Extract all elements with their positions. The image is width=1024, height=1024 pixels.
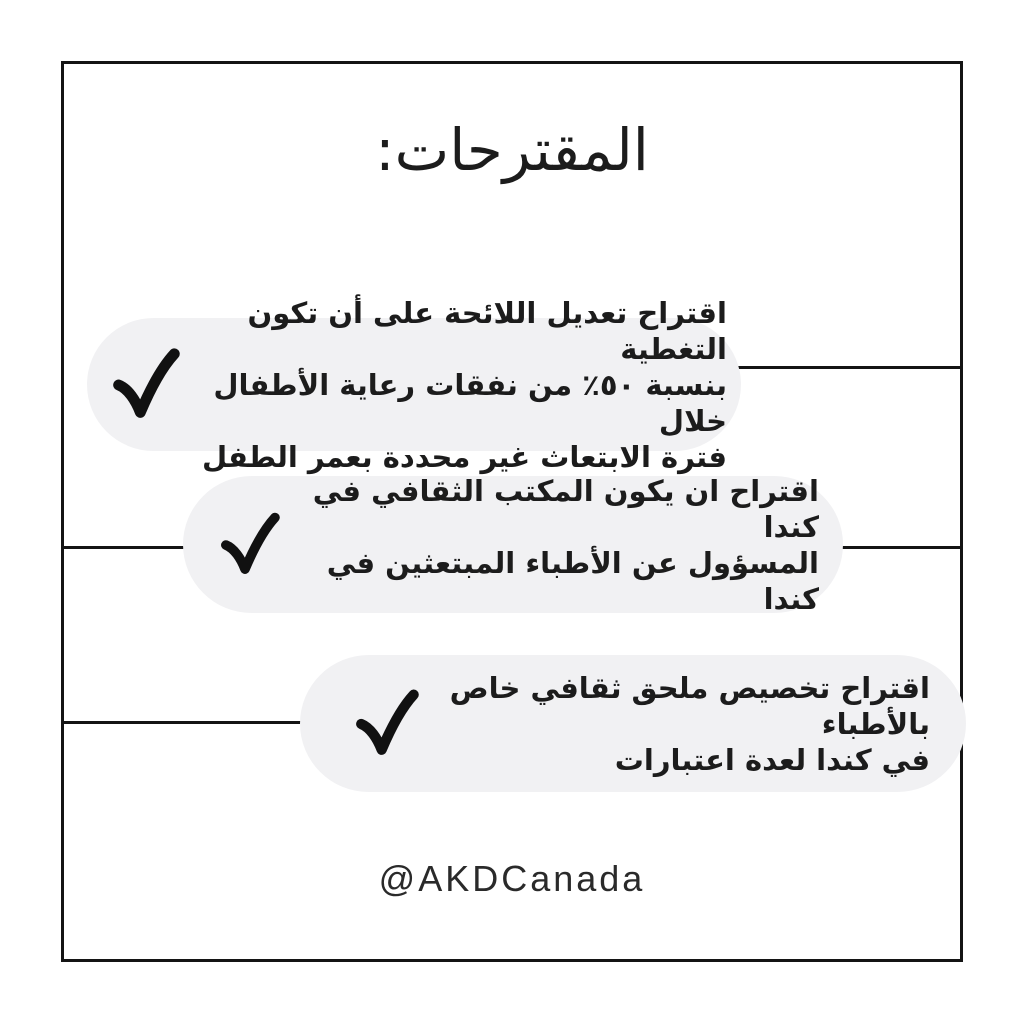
proposal-line: المسؤول عن الأطباء المبتعثين في كندا — [326, 545, 819, 616]
proposal-text-2 — [183, 473, 843, 616]
connector-line-left-3 — [62, 721, 305, 724]
page-title: المقترحات: — [375, 116, 649, 184]
proposal-line: بنسبة ٥٠٪ من نفقات رعاية الأطفال خلال — [213, 367, 727, 438]
social-handle: @AKDCanada — [378, 858, 646, 899]
proposal-line: فترة الابتعاث غير محددة بعمر الطفل — [201, 439, 727, 474]
proposal-text-1 — [87, 295, 741, 474]
proposal-line: في كندا لعدة اعتبارات — [614, 742, 930, 777]
proposal-line: اقتراح تعديل اللائحة على أن تكون التغطية — [247, 295, 727, 366]
connector-line-right-2 — [841, 546, 963, 549]
connector-line-right-1 — [738, 366, 963, 369]
proposal-card-3 — [300, 655, 966, 792]
proposal-text-3 — [300, 655, 966, 792]
proposal-line: اقتراح ان يكون المكتب الثقافي في كندا — [312, 473, 819, 544]
proposal-card-1 — [87, 295, 741, 474]
proposal-card-2 — [183, 473, 843, 616]
connector-line-left-2 — [62, 546, 184, 549]
proposal-line: اقتراح تخصيص ملحق ثقافي خاص بالأطباء — [449, 670, 930, 741]
